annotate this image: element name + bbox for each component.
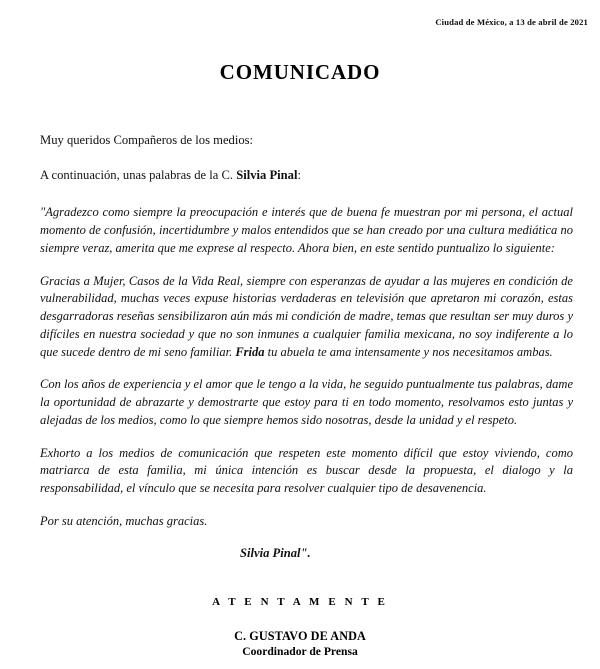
page-title: COMUNICADO (219, 60, 381, 84)
quote-paragraph-4: Exhorto a los medios de comunicación que respeten este momento difícil que estoy viviendo, como matriarca de esta familia, mi única intención es buscar desde la propuesta, el dialogo y la responsabilidad, el vínculo que se necesita para resolver cualquier tipo de desavenencia. (40, 445, 573, 496)
paragraph-2-text-before: Gracias a Mujer, Casos de la Vida Real, siempre con esperanzas de ayudar a las mujeres en condición de vulnerabilidad, muchas veces expuse historias verdaderas en televisión que apretaron mi corazón, estas desgarradoras reseñas sensibilizaron aún más mi condición de madre, temas que resultan ser muy duros y difíciles en nuestra sociedad y que no son inmunes a cualquier familia mexicana, no soy indiferente a lo que sucede dentro de mi seno familiar. (40, 273, 573, 359)
dateline: Ciudad de México, a 13 de abril de 2021 (435, 17, 588, 27)
salutation-suffix: : (297, 167, 301, 182)
salutation-prefix: A continuación, unas palabras de la C. (40, 167, 237, 182)
granddaughter-name: Frida (235, 344, 265, 359)
quote-paragraph-3: Con los años de experiencia y el amor que le tengo a la vida, he seguido puntualmente tus palabras, dame la oportunidad de abrazarte y demostrarte que estoy para ti en todo momento, resolvamos esto juntas y alejadas de los medios, como lo que siempre hemos sido nosotras, desde la unidad y el respeto. (40, 377, 573, 427)
salutation-line-2 (40, 168, 573, 184)
quote-paragraph-5: Por su atención, muchas gracias. (40, 513, 208, 528)
document-body (40, 133, 573, 561)
subject-name: Silvia Pinal (236, 167, 298, 182)
footer-signer-name: C. GUSTAVO DE ANDA (234, 629, 366, 643)
footer-signer-role: Coordinador de Prensa (242, 645, 358, 658)
quote-paragraph-2 (40, 273, 573, 362)
quote-paragraph-1: "Agradezco como siempre la preocupación e interés que de buena fe muestran por mi persona, el actual momento de confusión, incertidumbre y malos entendidos que se han creado por una cultura mediática no siempre veraz, amerita que me exprese al respecto. Ahora bien, en este sentido puntualizo lo siguiente: (40, 205, 573, 255)
footer-closing: A T E N T A M E N T E (212, 596, 388, 608)
signature-line: Silvia Pinal". (240, 545, 311, 560)
salutation-line-1: Muy queridos Compañeros de los medios: (40, 133, 254, 147)
paragraph-2-text-after: tu abuela te ama intensamente y nos necesitamos ambas. (264, 344, 553, 359)
